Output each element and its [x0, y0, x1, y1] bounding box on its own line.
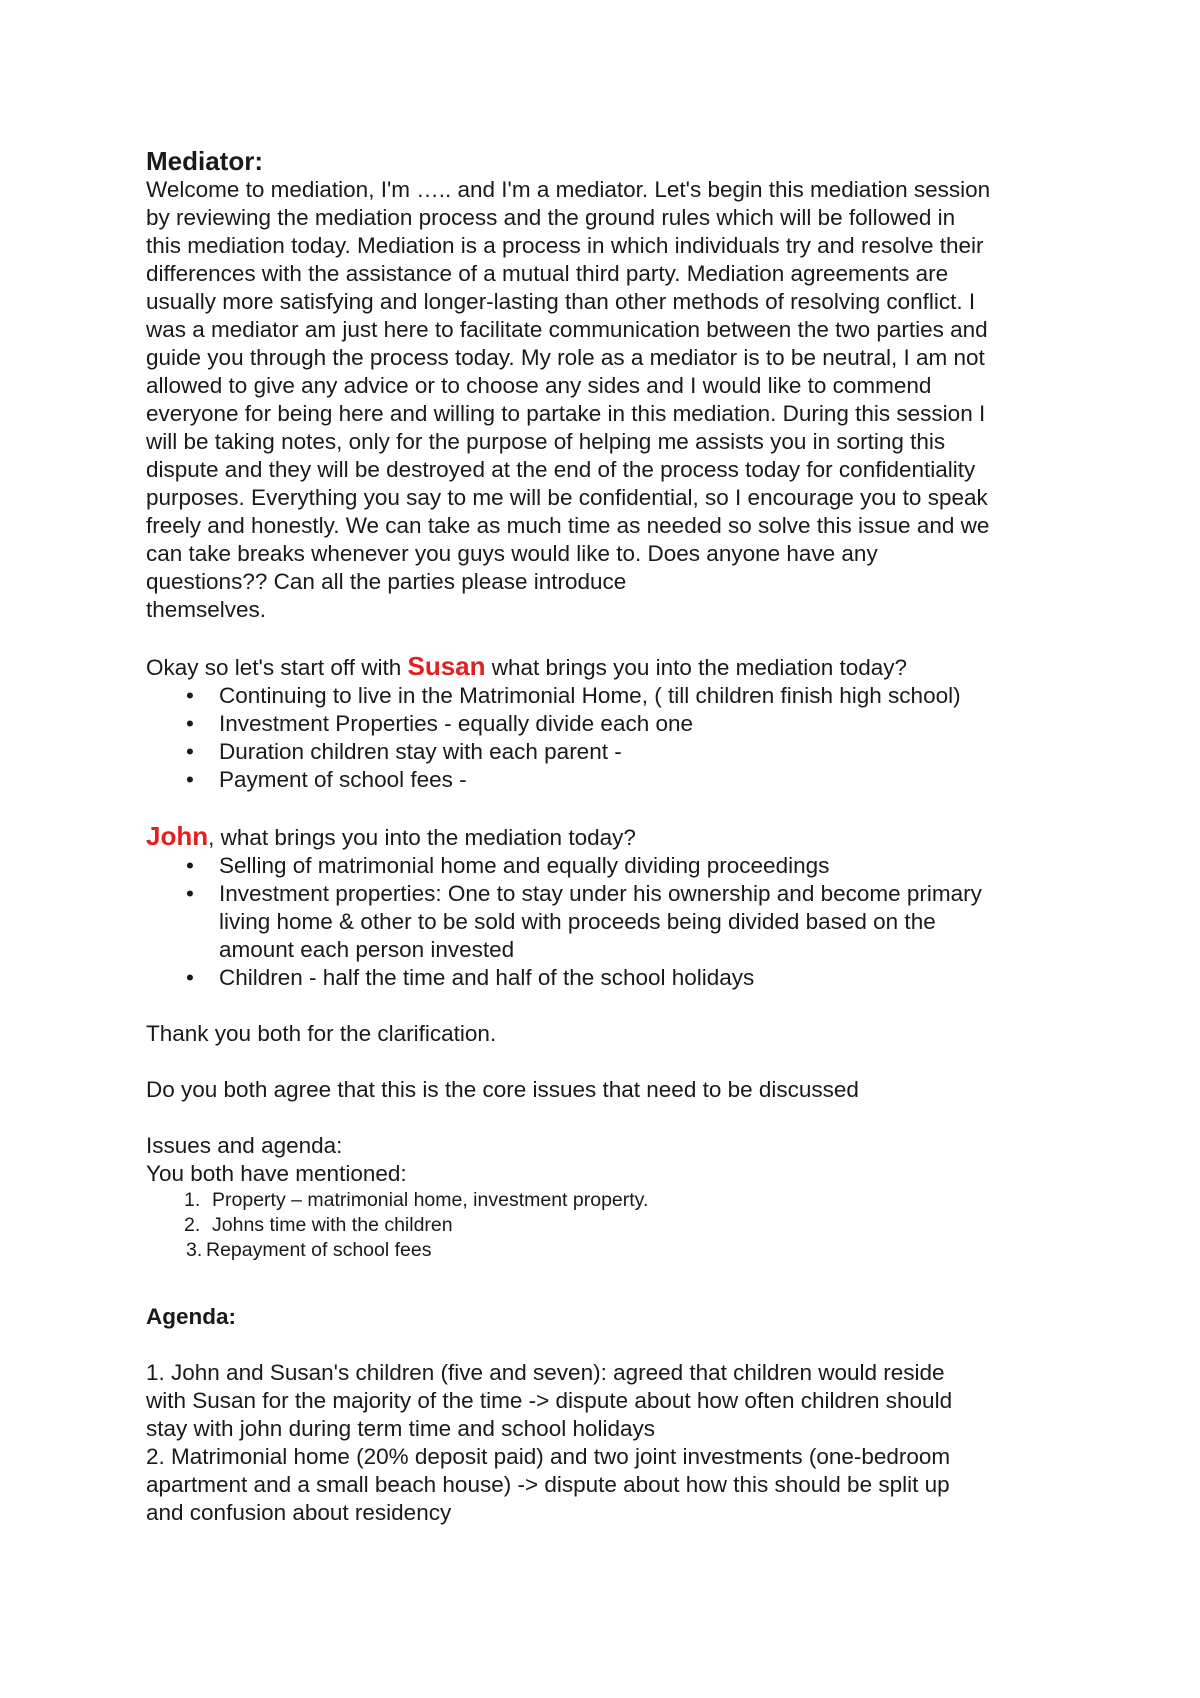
bullet-icon: •: [186, 711, 194, 736]
list-item-line: living home & other to be sold with proceeds being divided based on the: [219, 909, 936, 934]
list-item: [146, 1238, 1076, 1263]
list-item-text: Payment of school fees -: [219, 767, 467, 792]
spacer: [146, 1104, 1076, 1132]
list-item-text: Johns time with the children: [212, 1214, 453, 1236]
bullet-icon: •: [186, 767, 194, 792]
list-item: [146, 682, 1076, 710]
intro-line: dispute and they will be destroyed at the end of the process today for confidentiality: [146, 457, 976, 482]
list-item-text: Investment Properties - equally divide each one: [219, 711, 694, 736]
spacer: [146, 1263, 1076, 1303]
intro-line: by reviewing the mediation process and the ground rules which will be followed in: [146, 205, 956, 230]
list-item: [146, 710, 1076, 738]
document-content: [146, 146, 1076, 1527]
list-item-number: 2.: [184, 1214, 201, 1236]
susan-question: [146, 652, 1076, 682]
intro-line: allowed to give any advice or to choose any sides and I would like to commend: [146, 373, 932, 398]
agenda-line: stay with john during term time and school holidays: [146, 1416, 656, 1441]
list-item: [146, 852, 1076, 880]
agenda-line: and confusion about residency: [146, 1500, 452, 1525]
john-points-list: [146, 852, 1076, 992]
bullet-icon: •: [186, 739, 194, 764]
list-item-line: Investment properties: One to stay under his ownership and become primary: [219, 881, 982, 906]
issues-heading: Issues and agenda:: [146, 1133, 343, 1158]
bullet-icon: •: [186, 881, 194, 906]
intro-line: usually more satisfying and longer-lasting than other methods of resolving conflict. I: [146, 289, 976, 314]
spacer: [146, 1048, 1076, 1076]
intro-line: differences with the assistance of a mutual third party. Mediation agreements are: [146, 261, 949, 286]
list-item: [146, 1188, 1076, 1213]
list-item: [146, 738, 1076, 766]
list-item-text: Duration children stay with each parent -: [219, 739, 622, 764]
spacer: [146, 1331, 1076, 1359]
intro-line: Welcome to mediation, I'm ….. and I'm a mediator. Let's begin this mediation session: [146, 177, 991, 202]
list-item-number: 1.: [184, 1189, 201, 1211]
list-item: [146, 880, 1076, 964]
bullet-icon: •: [186, 853, 194, 878]
list-item-text: Repayment of school fees: [206, 1239, 432, 1261]
spacer: [146, 624, 1076, 652]
issues-intro: You both have mentioned:: [146, 1161, 407, 1186]
spacer: [146, 992, 1076, 1020]
agenda-heading: Agenda:: [146, 1304, 236, 1329]
susan-question-suffix: what brings you into the mediation today?: [485, 655, 908, 680]
john-name: John: [146, 821, 209, 851]
list-item: [146, 964, 1076, 992]
intro-line: freely and honestly. We can take as much time as needed so solve this issue and we: [146, 513, 990, 538]
agenda-line: apartment and a small beach house) -> dispute about how this should be split up: [146, 1472, 950, 1497]
intro-line: purposes. Everything you say to me will be confidential, so I encourage you to speak: [146, 485, 988, 510]
agree-question: Do you both agree that this is the core issues that need to be discussed: [146, 1077, 859, 1102]
susan-points-list: [146, 682, 1076, 794]
list-item-text: Continuing to live in the Matrimonial Home, ( till children finish high school): [219, 683, 961, 708]
spacer: [146, 794, 1076, 822]
bullet-icon: •: [186, 965, 194, 990]
agenda-line: with Susan for the majority of the time -> dispute about how often children should: [146, 1388, 953, 1413]
intro-line: can take breaks whenever you guys would like to. Does anyone have any: [146, 541, 878, 566]
intro-line: guide you through the process today. My role as a mediator is to be neutral, I am not: [146, 345, 985, 370]
list-item-number: 3.: [186, 1239, 203, 1261]
john-question-suffix: , what brings you into the mediation today?: [208, 825, 636, 850]
thanks-text: Thank you both for the clarification.: [146, 1021, 497, 1046]
agenda-line: 1. John and Susan's children (five and seven): agreed that children would reside: [146, 1360, 945, 1385]
bullet-icon: •: [186, 683, 194, 708]
mediator-heading: Mediator:: [146, 146, 263, 176]
agenda-item-2: [146, 1443, 1076, 1527]
list-item-text: Property – matrimonial home, investment property.: [212, 1189, 649, 1211]
list-item: [146, 1213, 1076, 1238]
mediator-intro-paragraph: [146, 176, 1076, 624]
intro-line: will be taking notes, only for the purpose of helping me assists you in sorting this: [146, 429, 946, 454]
intro-line: was a mediator am just here to facilitate communication between the two parties and: [146, 317, 988, 342]
issues-list: [146, 1188, 1076, 1263]
agenda-line: 2. Matrimonial home (20% deposit paid) and two joint investments (one-bedroom: [146, 1444, 951, 1469]
susan-name: Susan: [407, 651, 486, 681]
list-item-text: Children - half the time and half of the school holidays: [219, 965, 755, 990]
susan-question-prefix: Okay so let's start off with: [146, 655, 408, 680]
intro-line: themselves.: [146, 597, 267, 622]
intro-line: this mediation today. Mediation is a process in which individuals try and resolve their: [146, 233, 984, 258]
intro-line: questions?? Can all the parties please introduce: [146, 569, 627, 594]
john-question: [146, 822, 1076, 852]
intro-line: everyone for being here and willing to partake in this mediation. During this session I: [146, 401, 986, 426]
list-item-text: Selling of matrimonial home and equally dividing proceedings: [219, 853, 830, 878]
list-item-line: amount each person invested: [219, 937, 515, 962]
list-item: [146, 766, 1076, 794]
agenda-item-1: [146, 1359, 1076, 1443]
